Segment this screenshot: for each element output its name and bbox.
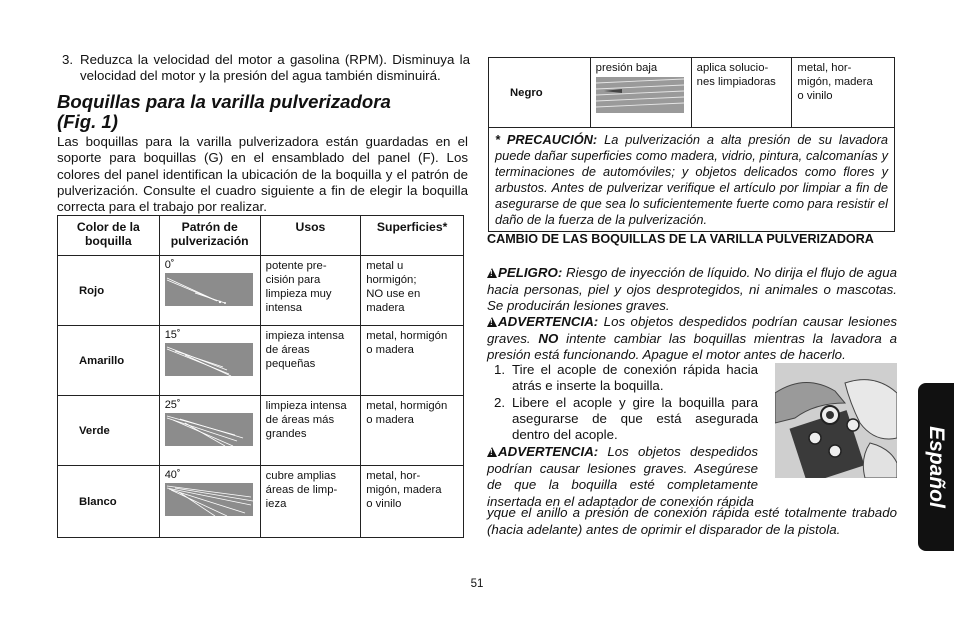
row-pattern: [590, 58, 691, 128]
caution-text: La pulverización a alta presión de su lavadora puede dañar superficies como madera, vidrio, pintura, calcomanías y terminaciones de automóviles; y objetos delicados como flores y arbustos. Antes de pulverizar verifique el artículo por limpiar a fin de asegurarse de que sea lo suficientemente fuerte como para resistir el daño de la fuerza de la pulverización.: [495, 132, 888, 227]
section-title-line1: Boquillas para la varilla pulverizadora: [57, 91, 391, 112]
table-row: [58, 466, 464, 538]
caution-cell: [489, 128, 895, 232]
warning-triangle-icon: [487, 447, 497, 457]
section-title-line2: (Fig. 1): [57, 111, 118, 132]
spray-pattern-low-image: [596, 77, 684, 113]
warning-triangle-icon: [487, 268, 497, 278]
cambio-heading: CAMBIO DE LAS BOQUILLAS DE LA VARILLA PULVERIZADORA: [487, 232, 874, 246]
spray-pattern-15-image: [165, 343, 253, 376]
row-uses: impieza intensa de áreas pequeñas: [260, 326, 361, 396]
row-surfaces: metal, hormigón o madera: [361, 326, 464, 396]
negro-table: [488, 57, 895, 232]
peligro-text: Riesgo de inyección de líquido. No dirija el flujo de agua hacia personas, piel y ojos desprotegidos, ni animales o mascotas. Se producirán lesiones graves.: [487, 265, 897, 313]
nozzle-coupler-photo: [775, 363, 897, 478]
pattern-degree: 15˚: [164, 329, 181, 341]
row-pattern: [159, 326, 260, 396]
pattern-degree: 25˚: [164, 399, 181, 411]
advertencia-text-a: Los objetos despedidos podrían causar lesiones graves.: [487, 314, 897, 346]
table-row: [58, 396, 464, 466]
header-pattern: Patrón de pulverización: [159, 216, 260, 256]
step-text: Tire el acople de conexión rápida hacia atrás e inserte la boquilla.: [512, 362, 758, 394]
section-title: [57, 92, 467, 132]
row-pattern: [159, 466, 260, 538]
intro-paragraph: Las boquillas para la varilla pulverizadora están guardadas en el soporte para boquillas (G) en el ensamblado del panel (F). Los colores del panel identifican la ubicación de la boquilla y el patrón de pulverización. Consulte el cuadro siguiente a fin de elegir la boquilla correcta para el trabajo por realizar.: [57, 134, 468, 215]
pattern-label: presión baja: [595, 62, 658, 74]
advertencia-label: ADVERTENCIA:: [498, 314, 599, 329]
row-color: Verde: [58, 396, 160, 466]
step-number: 2.: [494, 394, 506, 410]
warning-triangle-icon: [487, 317, 497, 327]
advertencia-warning-2-tail: yque el anillo a presión de conexión rápida esté totalmente trabado (hacia adelante) antes de oprimir el disparador de la pistola.: [487, 505, 897, 537]
step-text: Libere el acople y gire la boquilla para asegurarse de que está asegurada dentro del acople.: [512, 394, 758, 443]
table-header-row: [58, 216, 464, 256]
row-surfaces: metal, hor- migón, madera o vinilo: [792, 58, 895, 128]
language-tab-label: Español: [925, 426, 948, 508]
caution-row: [489, 128, 895, 232]
advertencia-no: NO: [538, 330, 559, 346]
table-row: [58, 326, 464, 396]
row-surfaces: metal u hormigón; NO use en madera: [361, 256, 464, 326]
row-color: Amarillo: [58, 326, 160, 396]
row-color: Blanco: [58, 466, 160, 538]
list-item: [494, 395, 758, 444]
advertencia-text-b: intente cambiar las boquillas mientras la lavadora a presión está funcionando. Apague el motor antes de hacerlo.: [487, 330, 897, 362]
step-number: 3.: [62, 52, 74, 67]
row-surfaces: metal, hor- migón, madera o vinilo: [361, 466, 464, 538]
table-row: [489, 58, 895, 128]
peligro-label: PELIGRO:: [498, 265, 563, 280]
row-uses: limpieza intensa de áreas más grandes: [260, 396, 361, 466]
caution-label: * PRECAUCIÓN:: [495, 132, 598, 147]
page-number: 51: [470, 578, 484, 590]
advertencia-warning-2: [487, 444, 758, 510]
step-3: [62, 52, 470, 85]
header-surfaces: Superficies*: [361, 216, 464, 256]
step-number: 1.: [494, 362, 506, 377]
row-surfaces: metal, hormigón o madera: [361, 396, 464, 466]
advertencia-warning-1: [487, 314, 897, 364]
row-uses: cubre amplias áreas de limp- ieza: [260, 466, 361, 538]
steps-list: [494, 362, 758, 443]
spray-pattern-0-image: [165, 273, 253, 306]
advertencia-label: ADVERTENCIA:: [498, 444, 599, 459]
peligro-warning: [487, 265, 897, 315]
row-uses: potente pre- cisión para limpieza muy intensa: [260, 256, 361, 326]
table-row: [58, 256, 464, 326]
row-pattern: [159, 256, 260, 326]
row-color: Rojo: [58, 256, 160, 326]
row-pattern: [159, 396, 260, 466]
header-color: Color de la boquilla: [58, 216, 160, 256]
pattern-degree: 40˚: [164, 469, 181, 481]
pattern-degree: 0˚: [164, 259, 175, 271]
spray-pattern-40-image: [165, 483, 253, 516]
language-tab: [918, 383, 954, 551]
row-uses: aplica solucio- nes limpiadoras: [691, 58, 792, 128]
row-color: Negro: [489, 58, 591, 128]
spray-pattern-25-image: [165, 413, 253, 446]
list-item: [494, 362, 758, 395]
nozzle-table: [57, 215, 464, 538]
advertencia-text: Los objetos despedidos podrían causar lesiones graves. Asegúrese de que la boquilla esté completamente insertada en el adaptador de conexión rápida: [487, 444, 758, 509]
header-uses: Usos: [260, 216, 361, 256]
step-text: Reduzca la velocidad del motor a gasolina (RPM). Disminuya la velocidad del motor y la presión del agua también disminuirá.: [80, 52, 470, 84]
